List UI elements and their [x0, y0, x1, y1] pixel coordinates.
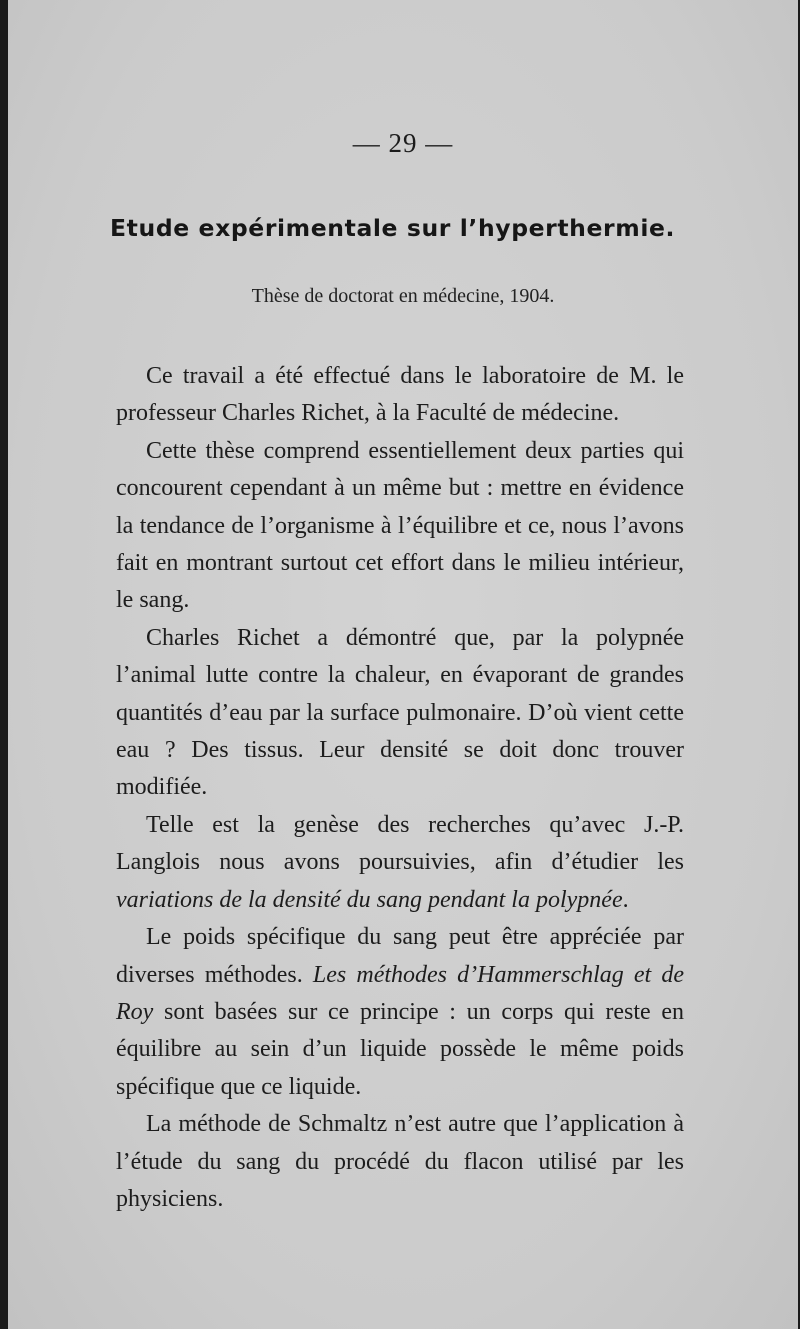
- paragraph: [116, 358, 684, 433]
- italic-text: Les méthodes d’Hammerschlag et de Roy: [116, 961, 684, 1025]
- text-run: Charles Richet a démontré que, par la polypnée l’animal lutte contre la chaleur, en évaporant de grandes quantités d’eau par la surface pulmonaire. D’où vient cette eau ? Des tissus. Leur densité se doit donc trouver modifiée.: [116, 624, 684, 801]
- paragraph: [116, 807, 684, 919]
- book-page: [8, 0, 798, 1329]
- text-run: sont basées sur ce principe : un corps qui reste en équilibre au sein d’un liquide possède le même poids spécifique que ce liquide.: [116, 998, 684, 1100]
- section-title: Etude expérimentale sur l’hyperthermie.: [110, 214, 676, 242]
- text-run: Le poids spécifique du sang peut être appréciée par diverses méthodes.: [116, 924, 684, 988]
- paragraph: [116, 919, 684, 1106]
- paragraph: [116, 1106, 684, 1218]
- paragraph: [116, 620, 684, 807]
- italic-text: variations de la densité du sang pendant la polypnée: [116, 886, 623, 913]
- body-text: [116, 358, 684, 1218]
- text-run: La méthode de Schmaltz n’est autre que l’application à l’étude du sang du procédé du flacon utilisé par les physiciens.: [116, 1111, 684, 1212]
- text-run: Cette thèse comprend essentiellement deux parties qui concourent cependant à un même but : mettre en évidence la tendance de l’organisme à l’équilibre et ce, nous l’avons fait en montrant surtout cet effort dans le milieu intérieur, le sang.: [116, 437, 684, 614]
- page-number: — 29 —: [352, 128, 454, 158]
- text-run: .: [622, 886, 629, 913]
- section-subtitle: Thèse de doctorat en médecine, 1904.: [251, 285, 555, 307]
- text-run: Ce travail a été effectué dans le laboratoire de M. le professeur Charles Richet, à la Faculté de médecine.: [116, 363, 684, 427]
- paragraph: [116, 433, 684, 620]
- text-run: Telle est la genèse des recherches qu’avec J.-P. Langlois nous avons poursuivies, afin d’étudier les: [116, 811, 684, 876]
